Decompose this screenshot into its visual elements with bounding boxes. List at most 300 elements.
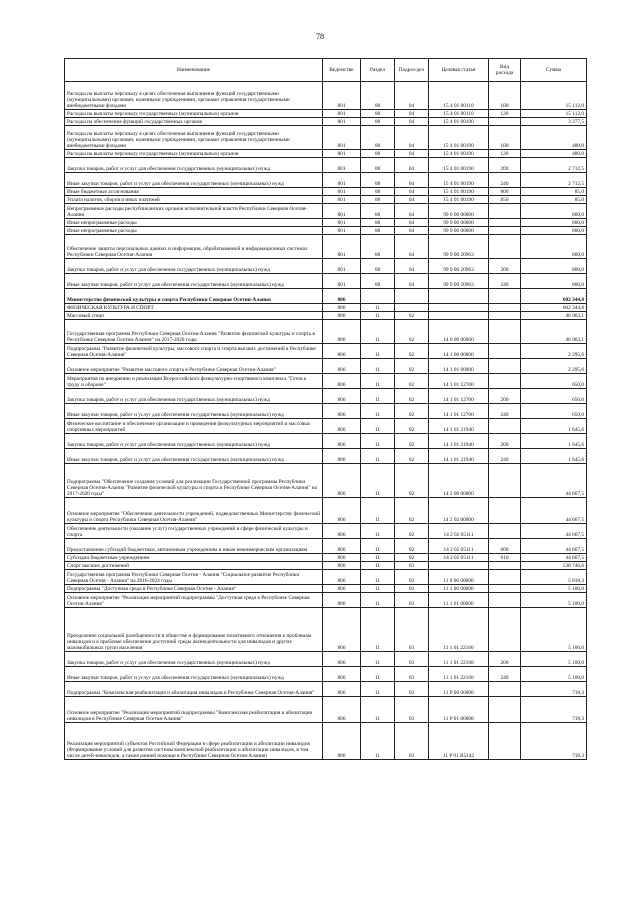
cell-expense-type: 800: [489, 188, 521, 196]
cell-target-article: [429, 304, 489, 312]
cell-name: Спорт высших достижений: [65, 562, 323, 570]
cell-target-article: 15 4 01 00190: [429, 196, 489, 204]
table-row: [65, 608, 587, 652]
cell-department: 806: [323, 374, 361, 389]
cell-name: Закупка товаров, работ и услуг для обеспечения государственных (муниципальных) нужд: [65, 389, 323, 404]
cell-name: Непрограммные расходы республиканских органов исполнительной власти Республики Северная Осетия-Алания: [65, 204, 323, 219]
cell-amount: 650,0: [521, 389, 587, 404]
cell-target-article: 11 P 01 00000: [429, 697, 489, 723]
cell-expense-type: [489, 682, 521, 697]
cell-target-article: 14 1 00 00000: [429, 344, 489, 359]
table-row: [65, 374, 587, 389]
cell-amount: 800,0: [521, 204, 587, 219]
cell-amount: 650,0: [521, 404, 587, 419]
table-row: [65, 449, 587, 464]
cell-section: 11: [361, 539, 395, 554]
cell-expense-type: [489, 235, 521, 259]
cell-subsection: [395, 304, 429, 312]
header-subsection: Подраз-дел: [395, 59, 429, 82]
cell-section: 08: [361, 274, 395, 289]
header-section: Раздел: [361, 59, 395, 82]
cell-section: 08: [361, 227, 395, 235]
table-row: [65, 259, 587, 274]
cell-subsection: 03: [395, 682, 429, 697]
cell-section: 11: [361, 554, 395, 562]
cell-amount: 1 645,6: [521, 449, 587, 464]
cell-amount: 800,0: [521, 274, 587, 289]
cell-amount: 800,0: [521, 227, 587, 235]
cell-amount: 5 818,3: [521, 570, 587, 585]
cell-section: 11: [361, 723, 395, 760]
cell-target-article: 14 1 01 21940: [429, 419, 489, 434]
cell-target-article: 15 4 01 00190: [429, 126, 489, 150]
cell-subsection: 04: [395, 126, 429, 150]
cell-target-article: 99 9 00 20963: [429, 235, 489, 259]
cell-amount: 2 295,6: [521, 359, 587, 374]
cell-name: Иные непрограммные расходы: [65, 219, 323, 227]
cell-name: Предоставление субсидий бюджетным, автономным учреждениям и иным некоммерческим организациям: [65, 539, 323, 554]
cell-name: Иные непрограммные расходы: [65, 227, 323, 235]
cell-expense-type: 100: [489, 126, 521, 150]
cell-name: Закупка товаров, работ и услуг для обеспечения государственных (муниципальных) нужд: [65, 158, 323, 173]
cell-section: 08: [361, 259, 395, 274]
cell-name: Обеспечение защиты персональных данных и информации, обрабатываемой в информационных системах Республики Северная Осетия-Алания: [65, 235, 323, 259]
cell-department: 806: [323, 289, 361, 304]
table-row: [65, 158, 587, 173]
cell-subsection: 02: [395, 554, 429, 562]
cell-amount: 85,0: [521, 188, 587, 196]
cell-name: Иные закупки товаров, работ и услуг для обеспечения государственных (муниципальных) нужд: [65, 449, 323, 464]
cell-target-article: 11 1 01 22160: [429, 608, 489, 652]
cell-department: 806: [323, 498, 361, 524]
cell-amount: 718,3: [521, 723, 587, 760]
cell-name: Государственная программа Республики Северная Осетия - Алания "Социальное развитие Республики Северная Осетия - Алания" на 2016-2024 годы: [65, 570, 323, 585]
cell-section: 08: [361, 219, 395, 227]
cell-expense-type: [489, 464, 521, 498]
cell-name: Министерство физической культуры и спорта Республики Северная Осетия-Алания: [65, 289, 323, 304]
budget-table: [64, 58, 587, 760]
cell-target-article: 15 4 01 00190: [429, 173, 489, 188]
cell-subsection: 04: [395, 235, 429, 259]
cell-section: 08: [361, 204, 395, 219]
cell-amount: 602 344,8: [521, 289, 587, 304]
cell-section: 11: [361, 652, 395, 667]
cell-expense-type: [489, 608, 521, 652]
cell-amount: 538 746,6: [521, 562, 587, 570]
cell-department: 806: [323, 524, 361, 539]
cell-target-article: 14 0 00 00000: [429, 320, 489, 344]
cell-expense-type: [489, 320, 521, 344]
cell-name: Подпрограмма "Доступная среда в Республике Северная Осетия - Алания": [65, 585, 323, 593]
page-number: 78: [316, 32, 324, 41]
cell-expense-type: 610: [489, 554, 521, 562]
cell-target-article: 14 2 00 00000: [429, 464, 489, 498]
cell-section: 08: [361, 173, 395, 188]
cell-subsection: 03: [395, 723, 429, 760]
cell-name: Государственная программа Республики Северная Осетия-Алания "Развитие физической культуры и спорта в Республике Северная Осетия-Алания" на 2017-2020 годы: [65, 320, 323, 344]
cell-section: 08: [361, 118, 395, 126]
cell-amount: 5 100,0: [521, 593, 587, 608]
table-row: [65, 274, 587, 289]
cell-subsection: 02: [395, 320, 429, 344]
table-row: [65, 227, 587, 235]
cell-name: ФИЗИЧЕСКАЯ КУЛЬТУРА И СПОРТ: [65, 304, 323, 312]
cell-subsection: 03: [395, 570, 429, 585]
table-row: [65, 219, 587, 227]
cell-expense-type: [489, 697, 521, 723]
cell-expense-type: [489, 289, 521, 304]
cell-target-article: 15 4 01 00110: [429, 110, 489, 118]
cell-amount: 480,0: [521, 126, 587, 150]
table-row: [65, 697, 587, 723]
cell-name: Иные бюджетные ассигнования: [65, 188, 323, 196]
cell-amount: 44 667,5: [521, 524, 587, 539]
cell-target-article: 14 2 02 05111: [429, 524, 489, 539]
cell-section: 11: [361, 312, 395, 320]
cell-expense-type: 100: [489, 82, 521, 110]
cell-target-article: 15 4 01 00190: [429, 188, 489, 196]
cell-amount: 650,0: [521, 374, 587, 389]
cell-name: Подпрограмма "Развитие физической культуры, массового спорта и спорта высших достижений в Республике Северная Осетия-Алания": [65, 344, 323, 359]
cell-subsection: 03: [395, 562, 429, 570]
cell-expense-type: [489, 219, 521, 227]
cell-amount: 800,0: [521, 235, 587, 259]
cell-amount: 5 100,0: [521, 652, 587, 667]
cell-section: 11: [361, 434, 395, 449]
cell-department: 806: [323, 344, 361, 359]
table-row: [65, 344, 587, 359]
cell-expense-type: 120: [489, 150, 521, 158]
cell-target-article: 11 P 00 00000: [429, 682, 489, 697]
cell-amount: 800,0: [521, 219, 587, 227]
cell-department: 806: [323, 404, 361, 419]
table-row: [65, 235, 587, 259]
cell-section: 11: [361, 344, 395, 359]
cell-section: 11: [361, 320, 395, 344]
cell-amount: 718,3: [521, 697, 587, 723]
table-row: [65, 150, 587, 158]
cell-expense-type: [489, 498, 521, 524]
cell-department: 806: [323, 554, 361, 562]
cell-department: 801: [323, 227, 361, 235]
cell-department: 801: [323, 82, 361, 110]
table-row: [65, 320, 587, 344]
header-target-article: Целевая статья: [429, 59, 489, 82]
cell-amount: 5 100,0: [521, 585, 587, 593]
cell-expense-type: 600: [489, 539, 521, 554]
cell-section: [361, 289, 395, 304]
cell-name: Физическое воспитание и обеспечение организации и проведения физкультурных мероприятий и массовых спортивных мероприятий: [65, 419, 323, 434]
cell-section: 11: [361, 570, 395, 585]
cell-department: 806: [323, 434, 361, 449]
table-row: [65, 682, 587, 697]
cell-expense-type: [489, 419, 521, 434]
cell-department: 801: [323, 274, 361, 289]
cell-subsection: 03: [395, 585, 429, 593]
cell-section: 11: [361, 593, 395, 608]
cell-amount: 3 277,5: [521, 118, 587, 126]
cell-subsection: 02: [395, 524, 429, 539]
table-row: [65, 359, 587, 374]
cell-name: Реализация мероприятий субъектов Российской Федерации в сфере реабилитации и абилитации инвалидов (Формирование условий для развития системы комплексной реабилитации и абилитации инвалидов, в том числе детей-инвалидов, а также ранней помощи в Республике Северная Осетия-Алания): [65, 723, 323, 760]
cell-department: 806: [323, 320, 361, 344]
cell-target-article: 14 1 01 00000: [429, 359, 489, 374]
cell-name: Расходы на обеспечение функций государственных органов: [65, 118, 323, 126]
cell-target-article: 14 2 02 05111: [429, 554, 489, 562]
cell-target-article: 99 9 00 20963: [429, 274, 489, 289]
cell-amount: 800,0: [521, 259, 587, 274]
cell-department: 801: [323, 118, 361, 126]
cell-amount: 44 667,5: [521, 539, 587, 554]
cell-expense-type: 200: [489, 434, 521, 449]
table-row: [65, 304, 587, 312]
table-row: [65, 667, 587, 682]
cell-department: 806: [323, 539, 361, 554]
cell-department: 806: [323, 389, 361, 404]
cell-name: Расходы на выплаты персоналу в целях обеспечения выполнения функций государственными (муниципальными) органами, казенными учреждениями, органами управления государственными внебюджетными фондами: [65, 126, 323, 150]
table-row: [65, 585, 587, 593]
cell-department: 806: [323, 667, 361, 682]
table-row: [65, 434, 587, 449]
cell-expense-type: 200: [489, 652, 521, 667]
cell-section: 11: [361, 682, 395, 697]
cell-department: 806: [323, 652, 361, 667]
cell-department: 806: [323, 682, 361, 697]
cell-section: 11: [361, 374, 395, 389]
cell-subsection: 02: [395, 344, 429, 359]
cell-amount: 5 100,0: [521, 667, 587, 682]
cell-target-article: 15 4 01 00190: [429, 150, 489, 158]
cell-target-article: 99 9 00 00000: [429, 227, 489, 235]
cell-subsection: 04: [395, 259, 429, 274]
cell-target-article: 14 1 01 21940: [429, 449, 489, 464]
cell-expense-type: [489, 570, 521, 585]
cell-subsection: 03: [395, 593, 429, 608]
cell-expense-type: 120: [489, 110, 521, 118]
cell-amount: 602 344,8: [521, 304, 587, 312]
cell-department: 801: [323, 235, 361, 259]
cell-target-article: [429, 312, 489, 320]
cell-section: 08: [361, 126, 395, 150]
cell-amount: 15 112,0: [521, 82, 587, 110]
table-row: [65, 204, 587, 219]
cell-name: Субсидии бюджетным учреждениям: [65, 554, 323, 562]
cell-expense-type: [489, 723, 521, 760]
table-row: [65, 188, 587, 196]
table-row: [65, 404, 587, 419]
cell-name: Расходы на выплаты персоналу государственных (муниципальных) органов: [65, 150, 323, 158]
cell-amount: 480,0: [521, 150, 587, 158]
cell-expense-type: 240: [489, 274, 521, 289]
cell-name: Основное мероприятие "Реализация мероприятий подпрограммы "Комплексная реабилитация и абилитация инвалидов в Республике Северная Осетия-Алания": [65, 697, 323, 723]
cell-section: 11: [361, 562, 395, 570]
cell-department: 801: [323, 110, 361, 118]
cell-subsection: 02: [395, 389, 429, 404]
cell-amount: 5 100,0: [521, 608, 587, 652]
cell-department: 806: [323, 464, 361, 498]
cell-name: Основное мероприятие "Развитие массового спорта в Республике Северная Осетия-Алания": [65, 359, 323, 374]
cell-subsection: 04: [395, 188, 429, 196]
table-row: [65, 419, 587, 434]
cell-expense-type: [489, 204, 521, 219]
table-row: [65, 118, 587, 126]
cell-section: 11: [361, 464, 395, 498]
cell-section: 08: [361, 235, 395, 259]
cell-amount: 2 712,5: [521, 173, 587, 188]
cell-target-article: 11 1 01 00000: [429, 593, 489, 608]
table-row: [65, 289, 587, 304]
cell-section: 08: [361, 196, 395, 204]
cell-expense-type: [489, 562, 521, 570]
cell-subsection: 04: [395, 150, 429, 158]
cell-target-article: 14 2 02 05111: [429, 539, 489, 554]
cell-section: 08: [361, 158, 395, 173]
cell-subsection: 04: [395, 82, 429, 110]
cell-target-article: 11 1 00 00000: [429, 585, 489, 593]
cell-subsection: 03: [395, 667, 429, 682]
cell-target-article: 99 0 00 00000: [429, 204, 489, 219]
table-row: [65, 82, 587, 110]
cell-department: 806: [323, 449, 361, 464]
cell-name: Иные закупки товаров, работ и услуг для обеспечения государственных (муниципальных) нужд: [65, 667, 323, 682]
cell-name: Иные закупки товаров, работ и услуг для обеспечения государственных (муниципальных) нужд: [65, 274, 323, 289]
cell-section: 08: [361, 150, 395, 158]
cell-department: 806: [323, 697, 361, 723]
cell-target-article: 99 9 00 00000: [429, 219, 489, 227]
cell-expense-type: [489, 374, 521, 389]
cell-expense-type: [489, 524, 521, 539]
cell-department: 806: [323, 570, 361, 585]
table-row: [65, 524, 587, 539]
cell-name: Подпрограмма "Обеспечение создания условий для реализации Государственной программы Республики Северная Осетия-Алания "Развитие физической культуры и спорта в Республике Северная Осетия-Алания" на 2017-2020 годы": [65, 464, 323, 498]
cell-amount: 1 645,6: [521, 419, 587, 434]
cell-section: 11: [361, 608, 395, 652]
cell-expense-type: 200: [489, 389, 521, 404]
cell-section: 11: [361, 667, 395, 682]
cell-department: 801: [323, 219, 361, 227]
cell-department: 806: [323, 608, 361, 652]
cell-amount: 44 667,5: [521, 464, 587, 498]
table-row: [65, 554, 587, 562]
cell-expense-type: [489, 585, 521, 593]
table-row: [65, 110, 587, 118]
cell-target-article: 11 1 01 22160: [429, 652, 489, 667]
cell-department: 801: [323, 126, 361, 150]
cell-subsection: 04: [395, 158, 429, 173]
table-body: [65, 82, 587, 760]
cell-name: Основное мероприятие "Реализация мероприятий подпрограммы "Доступная среда в Республике Северная Осетия-Алания": [65, 593, 323, 608]
cell-name: Уплата налогов, сборов и иных платежей: [65, 196, 323, 204]
cell-target-article: 11 1 01 22160: [429, 667, 489, 682]
cell-name: Закупка товаров, работ и услуг для обеспечения государственных (муниципальных) нужд: [65, 652, 323, 667]
table-row: [65, 389, 587, 404]
cell-department: 801: [323, 188, 361, 196]
cell-subsection: 02: [395, 539, 429, 554]
cell-department: 806: [323, 304, 361, 312]
cell-name: Обеспечение деятельности (оказание услуг) государственных учреждений в сфере физической культуры и спорта: [65, 524, 323, 539]
cell-amount: 1 645,6: [521, 434, 587, 449]
cell-subsection: 03: [395, 652, 429, 667]
cell-target-article: 14 1 01 12700: [429, 389, 489, 404]
cell-expense-type: 240: [489, 173, 521, 188]
cell-target-article: 14 1 01 21940: [429, 434, 489, 449]
cell-section: 11: [361, 419, 395, 434]
cell-subsection: 02: [395, 434, 429, 449]
table-row: [65, 126, 587, 150]
cell-department: 806: [323, 562, 361, 570]
cell-expense-type: [489, 359, 521, 374]
cell-section: 11: [361, 585, 395, 593]
cell-expense-type: 200: [489, 259, 521, 274]
cell-section: 11: [361, 404, 395, 419]
table-row: [65, 593, 587, 608]
cell-expense-type: [489, 227, 521, 235]
cell-expense-type: 240: [489, 449, 521, 464]
cell-expense-type: 240: [489, 404, 521, 419]
header-amount: Сумма: [521, 59, 587, 82]
table-row: [65, 498, 587, 524]
cell-subsection: [395, 289, 429, 304]
table-row: [65, 196, 587, 204]
cell-expense-type: 240: [489, 667, 521, 682]
cell-amount: 15 112,0: [521, 110, 587, 118]
cell-target-article: 14 1 01 12700: [429, 374, 489, 389]
table-row: [65, 723, 587, 760]
cell-name: Преодоление социальной разобщенности в обществе и формирование позитивного отношения к проблемам инвалидов и к проблеме обеспечения доступной среды жизнедеятельности для инвалидов и других маломобильных групп населения: [65, 608, 323, 652]
cell-target-article: 14 1 01 12700: [429, 404, 489, 419]
cell-subsection: 04: [395, 118, 429, 126]
cell-expense-type: [489, 593, 521, 608]
cell-name: Подпрограмма "Комплексная реабилитация и абилитация инвалидов в Республике Северная Осетия-Алания": [65, 682, 323, 697]
cell-department: 801: [323, 204, 361, 219]
cell-amount: 46 963,1: [521, 320, 587, 344]
cell-section: 11: [361, 449, 395, 464]
cell-subsection: 02: [395, 374, 429, 389]
cell-subsection: 04: [395, 196, 429, 204]
cell-department: 806: [323, 585, 361, 593]
cell-department: 801: [323, 259, 361, 274]
cell-section: 11: [361, 389, 395, 404]
cell-name: Мероприятия по внедрению и реализации Всероссийского физкультурно-спортивного комплекса "Готов к труду и обороне": [65, 374, 323, 389]
cell-section: 11: [361, 697, 395, 723]
cell-target-article: 11 P 01 R5142: [429, 723, 489, 760]
cell-section: 11: [361, 524, 395, 539]
table-row: [65, 312, 587, 320]
cell-subsection: 02: [395, 312, 429, 320]
cell-section: 08: [361, 110, 395, 118]
cell-subsection: 04: [395, 274, 429, 289]
header-name: Наименование: [65, 59, 323, 82]
cell-name: Иные закупки товаров, работ и услуг для обеспечения государственных (муниципальных) нужд: [65, 173, 323, 188]
cell-department: 806: [323, 723, 361, 760]
cell-name: Основное мероприятие "Обеспечение деятельности учреждений, подведомственных Министерству физической культуры и спорта Республики Северная Осетия-Алания": [65, 498, 323, 524]
header-department: Ведомство: [323, 59, 361, 82]
cell-subsection: 04: [395, 227, 429, 235]
table-row: [65, 570, 587, 585]
cell-target-article: 15 4 01 00190: [429, 118, 489, 126]
cell-subsection: 02: [395, 419, 429, 434]
cell-target-article: 15 4 01 00190: [429, 158, 489, 173]
header-expense-type: Вид расхода: [489, 59, 521, 82]
cell-subsection: 02: [395, 359, 429, 374]
cell-section: 11: [361, 304, 395, 312]
cell-department: 801: [323, 173, 361, 188]
cell-amount: 718,3: [521, 682, 587, 697]
cell-amount: 85,0: [521, 196, 587, 204]
cell-department: 801: [323, 150, 361, 158]
cell-amount: 2 712,5: [521, 158, 587, 173]
cell-department: 806: [323, 593, 361, 608]
